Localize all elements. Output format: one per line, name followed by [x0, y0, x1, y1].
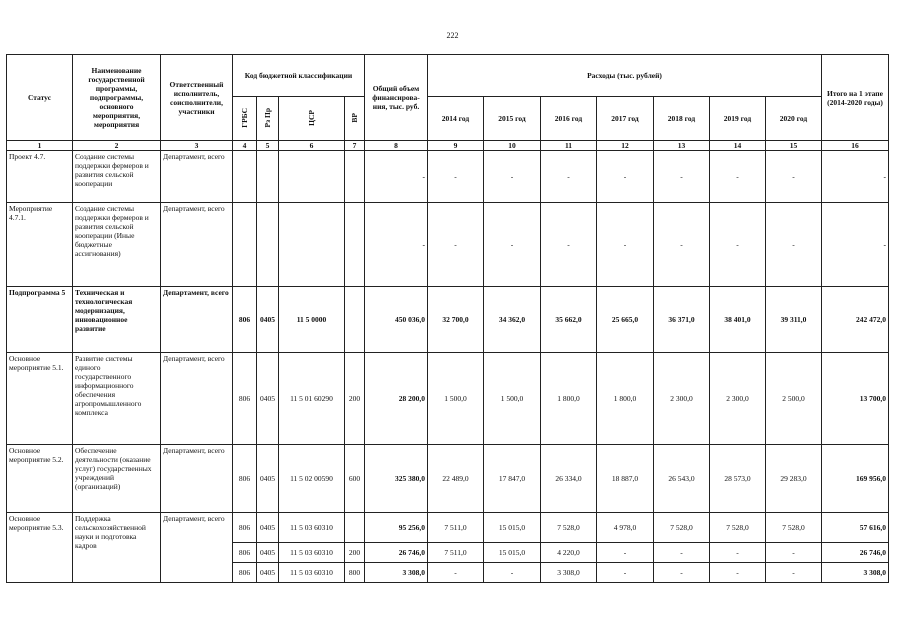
year-value-cell: -: [766, 543, 822, 563]
rzpr-cell: [257, 203, 279, 287]
table-row: [7, 513, 889, 543]
vr-cell: [345, 151, 365, 203]
status-cell: Мероприятие 4.7.1.: [7, 203, 73, 287]
col-num: 3: [161, 141, 233, 151]
grbs-cell: 806: [233, 445, 257, 513]
year-value-cell: 7 528,0: [541, 513, 597, 543]
header-year: 2014 год: [428, 97, 484, 141]
status-cell: Проект 4.7.: [7, 151, 73, 203]
year-value-cell: -: [597, 543, 654, 563]
vr-cell: 800: [345, 563, 365, 583]
header-stage-total: Итого на 1 этапе (2014-2020 годы): [822, 55, 889, 141]
year-value-cell: -: [766, 563, 822, 583]
rzpr-cell: 0405: [257, 513, 279, 543]
header-csr: ЦСР: [279, 97, 345, 141]
col-num: 16: [822, 141, 889, 151]
col-num: 5: [257, 141, 279, 151]
year-value-cell: 18 887,0: [597, 445, 654, 513]
header-status: Статус: [7, 55, 73, 141]
rzpr-cell: 0405: [257, 353, 279, 445]
grbs-cell: 806: [233, 563, 257, 583]
col-num: 7: [345, 141, 365, 151]
year-value-cell: 22 489,0: [428, 445, 484, 513]
executor-cell: Департамент, всего: [161, 203, 233, 287]
year-value-cell: -: [654, 151, 710, 203]
name-cell: Поддержка сельскохозяйственной науки и подготовка кадров: [73, 513, 161, 583]
col-num: 1: [7, 141, 73, 151]
vr-cell: [345, 203, 365, 287]
executor-cell: Департамент, всего: [161, 445, 233, 513]
vr-cell: 200: [345, 543, 365, 563]
name-cell: Развитие системы единого государственного информационного обеспечения агропромышленного комплекса: [73, 353, 161, 445]
year-value-cell: 1 500,0: [484, 353, 541, 445]
total-cell: 95 256,0: [365, 513, 428, 543]
status-cell: Основное мероприятие 5.2.: [7, 445, 73, 513]
page-number: 222: [446, 31, 459, 40]
header-year: 2018 год: [654, 97, 710, 141]
header-year: 2017 год: [597, 97, 654, 141]
year-value-cell: 32 700,0: [428, 287, 484, 353]
year-value-cell: 39 311,0: [766, 287, 822, 353]
vr-cell: [345, 513, 365, 543]
rzpr-cell: 0405: [257, 445, 279, 513]
header-year: 2015 год: [484, 97, 541, 141]
year-value-cell: -: [710, 203, 766, 287]
header-expenses: Расходы (тыс. рублей): [428, 55, 822, 97]
year-value-cell: -: [766, 151, 822, 203]
budget-table: [6, 54, 889, 583]
stage-total-cell: 242 472,0: [822, 287, 889, 353]
header-year: 2019 год: [710, 97, 766, 141]
total-cell: -: [365, 151, 428, 203]
vr-cell: [345, 287, 365, 353]
grbs-cell: [233, 151, 257, 203]
rzpr-cell: 0405: [257, 287, 279, 353]
year-value-cell: 26 543,0: [654, 445, 710, 513]
year-value-cell: -: [484, 151, 541, 203]
header-vr: ВР: [345, 97, 365, 141]
grbs-cell: 806: [233, 287, 257, 353]
year-value-cell: -: [484, 203, 541, 287]
header-year: 2016 год: [541, 97, 597, 141]
stage-total-cell: 3 308,0: [822, 563, 889, 583]
name-cell: Создание системы поддержки фермеров и развития сельской кооперации (Иные бюджетные ассигнования): [73, 203, 161, 287]
year-value-cell: -: [428, 203, 484, 287]
year-value-cell: -: [597, 203, 654, 287]
grbs-cell: 806: [233, 353, 257, 445]
total-cell: -: [365, 203, 428, 287]
year-value-cell: -: [654, 203, 710, 287]
year-value-cell: -: [654, 543, 710, 563]
stage-total-cell: 26 746,0: [822, 543, 889, 563]
status-cell: Основное мероприятие 5.3.: [7, 513, 73, 583]
year-value-cell: 34 362,0: [484, 287, 541, 353]
total-cell: 450 036,0: [365, 287, 428, 353]
status-cell: Подпрограмма 5: [7, 287, 73, 353]
total-cell: 325 380,0: [365, 445, 428, 513]
year-value-cell: 1 500,0: [428, 353, 484, 445]
year-value-cell: 1 800,0: [597, 353, 654, 445]
year-value-cell: 7 528,0: [766, 513, 822, 543]
year-value-cell: -: [654, 563, 710, 583]
year-value-cell: 29 283,0: [766, 445, 822, 513]
year-value-cell: 38 401,0: [710, 287, 766, 353]
col-num: 10: [484, 141, 541, 151]
col-num: 14: [710, 141, 766, 151]
col-num: 8: [365, 141, 428, 151]
stage-total-cell: -: [822, 203, 889, 287]
name-cell: Техническая и технологическая модернизация, инновационное развитие: [73, 287, 161, 353]
year-value-cell: -: [428, 151, 484, 203]
csr-cell: 11 5 0000: [279, 287, 345, 353]
name-cell: Создание системы поддержки фермеров и развития сельской кооперации: [73, 151, 161, 203]
year-value-cell: 36 371,0: [654, 287, 710, 353]
csr-cell: [279, 203, 345, 287]
grbs-cell: 806: [233, 513, 257, 543]
year-value-cell: 4 978,0: [597, 513, 654, 543]
vr-cell: 600: [345, 445, 365, 513]
table-row: [7, 203, 889, 287]
col-num: 6: [279, 141, 345, 151]
year-value-cell: -: [710, 563, 766, 583]
total-cell: 26 746,0: [365, 543, 428, 563]
col-num: 9: [428, 141, 484, 151]
name-cell: Обеспечение деятельности (оказание услуг) государственных учреждений (организаций): [73, 445, 161, 513]
header-rzpr: Рз Пр: [257, 97, 279, 141]
status-cell: Основное мероприятие 5.1.: [7, 353, 73, 445]
year-value-cell: -: [428, 563, 484, 583]
year-value-cell: 7 511,0: [428, 513, 484, 543]
header-grbs: ГРБС: [233, 97, 257, 141]
year-value-cell: 2 300,0: [710, 353, 766, 445]
table-row: [7, 445, 889, 513]
year-value-cell: 35 662,0: [541, 287, 597, 353]
grbs-cell: [233, 203, 257, 287]
year-value-cell: 2 500,0: [766, 353, 822, 445]
year-value-cell: -: [597, 151, 654, 203]
year-value-cell: 28 573,0: [710, 445, 766, 513]
csr-cell: 11 5 03 60310: [279, 563, 345, 583]
csr-cell: 11 5 01 60290: [279, 353, 345, 445]
stage-total-cell: 169 956,0: [822, 445, 889, 513]
column-numbers-row: [7, 141, 889, 151]
year-value-cell: -: [484, 563, 541, 583]
rzpr-cell: 0405: [257, 543, 279, 563]
header-year: 2020 год: [766, 97, 822, 141]
stage-total-cell: 13 700,0: [822, 353, 889, 445]
table-row: [7, 353, 889, 445]
stage-total-cell: 57 616,0: [822, 513, 889, 543]
year-value-cell: -: [597, 563, 654, 583]
col-num: 12: [597, 141, 654, 151]
year-value-cell: -: [710, 543, 766, 563]
rzpr-cell: 0405: [257, 563, 279, 583]
col-num: 2: [73, 141, 161, 151]
year-value-cell: -: [541, 203, 597, 287]
rzpr-cell: [257, 151, 279, 203]
year-value-cell: 7 528,0: [710, 513, 766, 543]
year-value-cell: 17 847,0: [484, 445, 541, 513]
col-num: 13: [654, 141, 710, 151]
year-value-cell: 7 528,0: [654, 513, 710, 543]
year-value-cell: 26 334,0: [541, 445, 597, 513]
csr-cell: 11 5 02 00590: [279, 445, 345, 513]
executor-cell: Департамент, всего: [161, 353, 233, 445]
csr-cell: 11 5 03 60310: [279, 543, 345, 563]
table-row: [7, 151, 889, 203]
year-value-cell: 4 220,0: [541, 543, 597, 563]
table-row: [7, 287, 889, 353]
csr-cell: [279, 151, 345, 203]
stage-total-cell: -: [822, 151, 889, 203]
total-cell: 3 308,0: [365, 563, 428, 583]
header-budget-code: Код бюджетной классификации: [233, 55, 365, 97]
executor-cell: Департамент, всего: [161, 513, 233, 583]
year-value-cell: 15 015,0: [484, 513, 541, 543]
year-value-cell: 15 015,0: [484, 543, 541, 563]
year-value-cell: -: [766, 203, 822, 287]
csr-cell: 11 5 03 60310: [279, 513, 345, 543]
year-value-cell: 7 511,0: [428, 543, 484, 563]
year-value-cell: 1 800,0: [541, 353, 597, 445]
col-num: 15: [766, 141, 822, 151]
header-total: Общий объем финансирова-ния, тыс. руб.: [365, 55, 428, 141]
vr-cell: 200: [345, 353, 365, 445]
header-executor: Ответственный исполнитель, соисполнители, участники: [161, 55, 233, 141]
total-cell: 28 200,0: [365, 353, 428, 445]
col-num: 11: [541, 141, 597, 151]
col-num: 4: [233, 141, 257, 151]
year-value-cell: 25 665,0: [597, 287, 654, 353]
year-value-cell: 2 300,0: [654, 353, 710, 445]
year-value-cell: -: [541, 151, 597, 203]
year-value-cell: 3 308,0: [541, 563, 597, 583]
header-name: Наименование государственной программы, подпрограммы, основного мероприятия, мероприятия: [73, 55, 161, 141]
executor-cell: Департамент, всего: [161, 151, 233, 203]
executor-cell: Департамент, всего: [161, 287, 233, 353]
grbs-cell: 806: [233, 543, 257, 563]
year-value-cell: -: [710, 151, 766, 203]
